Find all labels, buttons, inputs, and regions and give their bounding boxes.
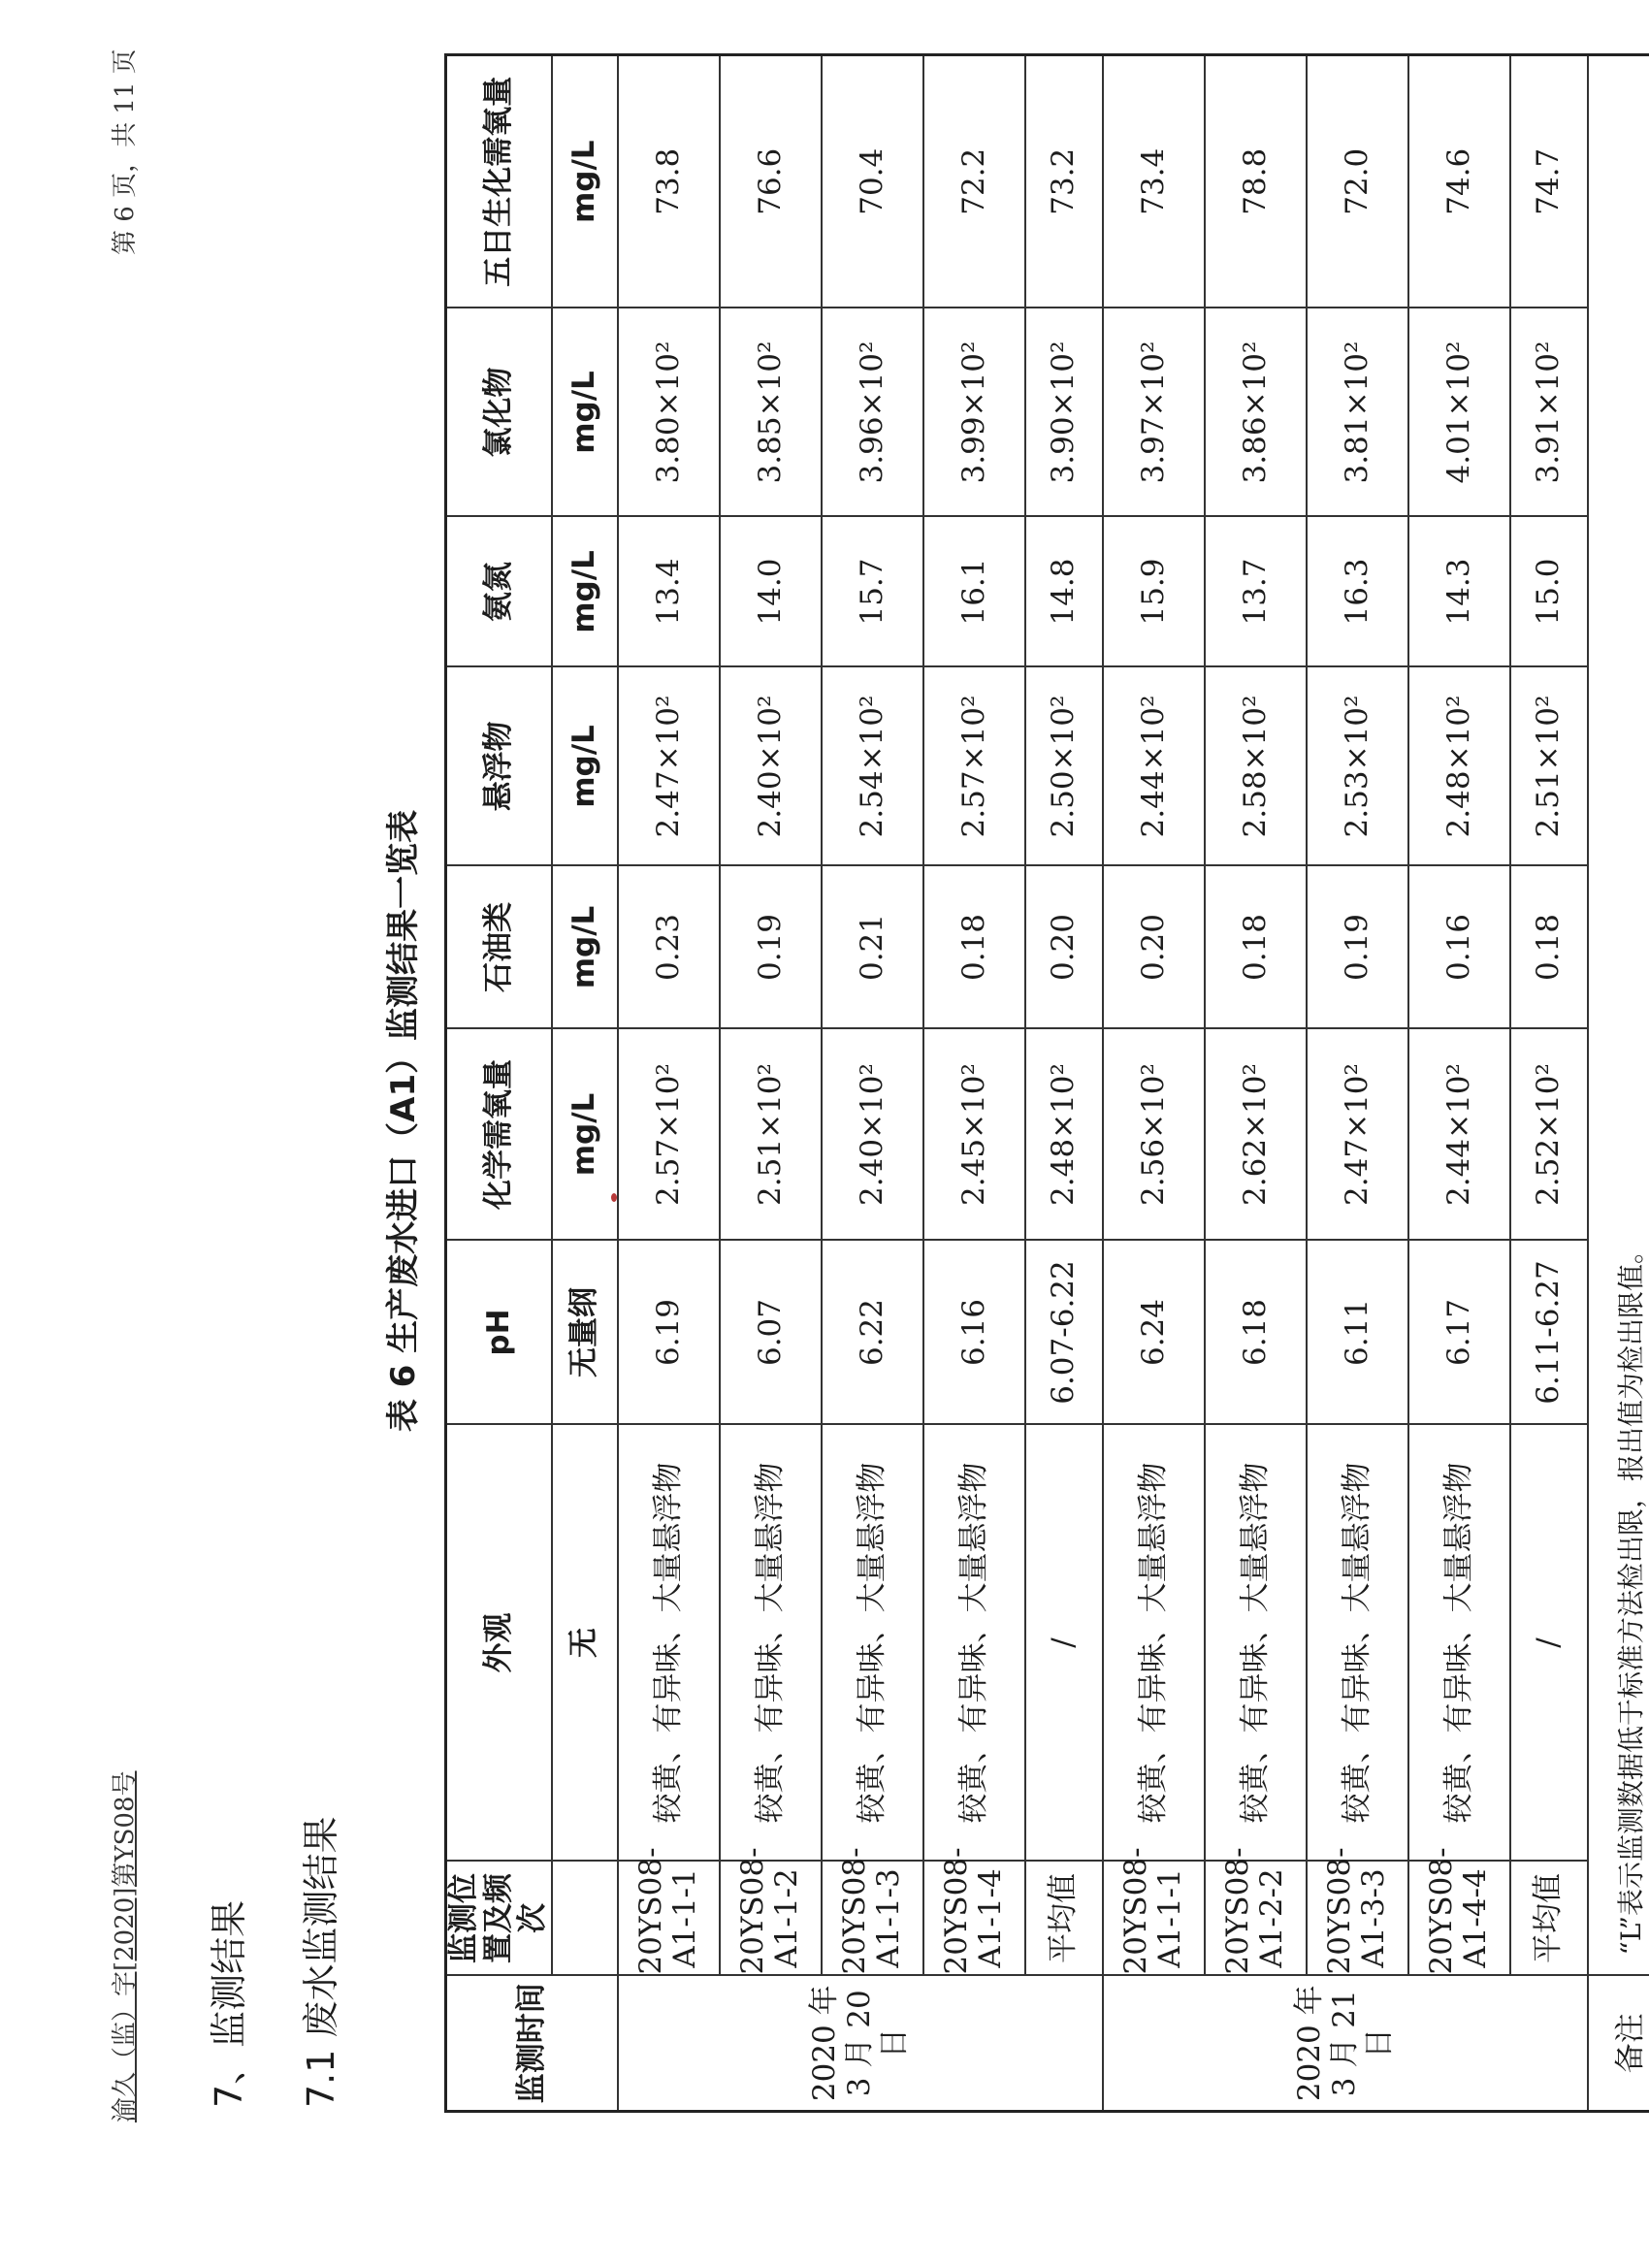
nh3-cell: 15.9 bbox=[1103, 517, 1205, 667]
col-header-bod5: 五日生化需氧量 bbox=[446, 55, 552, 308]
date-cell-day2: 2020 年 3 月 21 日 bbox=[1103, 1976, 1588, 2112]
ss-cell: 2.50×10² bbox=[1025, 667, 1103, 866]
ss-cell: 2.47×10² bbox=[618, 667, 720, 866]
unit-oil: mg/L bbox=[552, 866, 618, 1029]
col-header-ph: pH bbox=[446, 1241, 552, 1425]
section-heading-7-1: 7.1 废水监测结果 bbox=[300, 1816, 342, 2108]
cod-cell: 2.47×10² bbox=[1307, 1029, 1408, 1241]
position-cell: 20YS08-A1-1-1 bbox=[618, 1862, 720, 1976]
appearance-cell: 较黄、有异味、大量悬浮物 bbox=[822, 1425, 923, 1862]
nh3-cell: 16.1 bbox=[923, 517, 1025, 667]
table-row bbox=[720, 55, 822, 2112]
cl-cell: 3.81×10² bbox=[1307, 308, 1408, 517]
oil-cell: 0.16 bbox=[1408, 866, 1510, 1029]
bod5-cell: 74.7 bbox=[1510, 55, 1588, 308]
bod5-cell: 73.2 bbox=[1025, 55, 1103, 308]
table-row bbox=[923, 55, 1025, 2112]
bod5-cell: 73.8 bbox=[618, 55, 720, 308]
position-cell: 20YS08-A1-4-4 bbox=[1408, 1862, 1510, 1976]
col-header-position: 监测位置及频次 bbox=[446, 1862, 552, 1976]
unit-nh3: mg/L bbox=[552, 517, 618, 667]
nh3-cell: 15.7 bbox=[822, 517, 923, 667]
position-cell: 平均值 bbox=[1025, 1862, 1103, 1976]
appearance-cell: / bbox=[1025, 1425, 1103, 1862]
position-cell: 20YS08-A1-3-3 bbox=[1307, 1862, 1408, 1976]
nh3-cell: 14.8 bbox=[1025, 517, 1103, 667]
position-cell: 20YS08-A1-1-4 bbox=[923, 1862, 1025, 1976]
col-header-appearance: 外观 bbox=[446, 1425, 552, 1862]
header-row bbox=[446, 55, 552, 2112]
position-cell: 20YS08-A1-2-2 bbox=[1205, 1862, 1307, 1976]
unit-row bbox=[552, 55, 618, 2112]
cl-cell: 3.85×10² bbox=[720, 308, 822, 517]
cod-cell: 2.40×10² bbox=[822, 1029, 923, 1241]
ph-cell: 6.07 bbox=[720, 1241, 822, 1425]
results-table bbox=[444, 53, 1649, 2113]
cod-cell: 2.48×10² bbox=[1025, 1029, 1103, 1241]
bod5-cell: 76.6 bbox=[720, 55, 822, 308]
col-header-time: 监测时间 bbox=[446, 1976, 618, 2112]
table-row bbox=[1307, 55, 1408, 2112]
date-cell-day1: 2020 年 3 月 20 日 bbox=[618, 1976, 1103, 2112]
cl-cell: 3.80×10² bbox=[618, 308, 720, 517]
oil-cell: 0.18 bbox=[1205, 866, 1307, 1029]
col-header-ss: 悬浮物 bbox=[446, 667, 552, 866]
ph-cell: 6.16 bbox=[923, 1241, 1025, 1425]
unit-appearance: 无 bbox=[552, 1425, 618, 1862]
oil-cell: 0.20 bbox=[1103, 866, 1205, 1029]
cod-cell: 2.45×10² bbox=[923, 1029, 1025, 1241]
table-row bbox=[1205, 55, 1307, 2112]
ph-cell: 6.19 bbox=[618, 1241, 720, 1425]
ph-cell: 6.17 bbox=[1408, 1241, 1510, 1425]
bod5-cell: 74.6 bbox=[1408, 55, 1510, 308]
cl-cell: 3.91×10² bbox=[1510, 308, 1588, 517]
ph-cell: 6.18 bbox=[1205, 1241, 1307, 1425]
appearance-cell: 较黄、有异味、大量悬浮物 bbox=[1307, 1425, 1408, 1862]
appearance-cell: 较黄、有异味、大量悬浮物 bbox=[923, 1425, 1025, 1862]
cl-cell: 3.86×10² bbox=[1205, 308, 1307, 517]
table-row bbox=[1408, 55, 1510, 2112]
ph-cell: 6.11-6.27 bbox=[1510, 1241, 1588, 1425]
table-row bbox=[1103, 55, 1205, 2112]
cl-cell: 4.01×10² bbox=[1408, 308, 1510, 517]
ss-cell: 2.51×10² bbox=[1510, 667, 1588, 866]
cl-cell: 3.90×10² bbox=[1025, 308, 1103, 517]
unit-bod5: mg/L bbox=[552, 55, 618, 308]
unit-ph: 无量纲 bbox=[552, 1241, 618, 1425]
unit-position-blank bbox=[552, 1862, 618, 1976]
ss-cell: 2.48×10² bbox=[1408, 667, 1510, 866]
average-row bbox=[1510, 55, 1588, 2112]
position-cell: 20YS08-A1-1-2 bbox=[720, 1862, 822, 1976]
oil-cell: 0.18 bbox=[923, 866, 1025, 1029]
doc-number: 渝久（监）字[2020]第YS08号 bbox=[111, 1770, 140, 2122]
oil-cell: 0.19 bbox=[1307, 866, 1408, 1029]
ss-cell: 2.58×10² bbox=[1205, 667, 1307, 866]
cl-cell: 3.97×10² bbox=[1103, 308, 1205, 517]
oil-cell: 0.18 bbox=[1510, 866, 1588, 1029]
ss-cell: 2.57×10² bbox=[923, 667, 1025, 866]
nh3-cell: 16.3 bbox=[1307, 517, 1408, 667]
ss-cell: 2.53×10² bbox=[1307, 667, 1408, 866]
appearance-cell: / bbox=[1510, 1425, 1588, 1862]
nh3-cell: 14.0 bbox=[720, 517, 822, 667]
unit-ss: mg/L bbox=[552, 667, 618, 866]
appearance-cell: 较黄、有异味、大量悬浮物 bbox=[1103, 1425, 1205, 1862]
cod-cell: 2.52×10² bbox=[1510, 1029, 1588, 1241]
table-row bbox=[618, 55, 720, 2112]
bod5-cell: 72.0 bbox=[1307, 55, 1408, 308]
bod5-cell: 72.2 bbox=[923, 55, 1025, 308]
nh3-cell: 14.3 bbox=[1408, 517, 1510, 667]
appearance-cell: 较黄、有异味、大量悬浮物 bbox=[1408, 1425, 1510, 1862]
cod-cell: 2.56×10² bbox=[1103, 1029, 1205, 1241]
ph-cell: 6.22 bbox=[822, 1241, 923, 1425]
unit-cl: mg/L bbox=[552, 308, 618, 517]
bod5-cell: 73.4 bbox=[1103, 55, 1205, 308]
ph-cell: 6.24 bbox=[1103, 1241, 1205, 1425]
section-heading-7: 7、监测结果 bbox=[208, 1899, 250, 2108]
cod-cell: 2.44×10² bbox=[1408, 1029, 1510, 1241]
note-text: “L”表示监测数据低于标准方法检出限，报出值为检出限值。 bbox=[1588, 55, 1649, 1976]
ph-cell: 6.11 bbox=[1307, 1241, 1408, 1425]
position-cell: 20YS08-A1-1-3 bbox=[822, 1862, 923, 1976]
note-row bbox=[1588, 55, 1649, 2112]
ph-cell: 6.07-6.22 bbox=[1025, 1241, 1103, 1425]
oil-cell: 0.23 bbox=[618, 866, 720, 1029]
col-header-cod: 化学需氧量 bbox=[446, 1029, 552, 1241]
ss-cell: 2.54×10² bbox=[822, 667, 923, 866]
unit-cod: mg/L bbox=[552, 1029, 618, 1241]
oil-cell: 0.21 bbox=[822, 866, 923, 1029]
cod-cell: 2.57×10² bbox=[618, 1029, 720, 1241]
cod-cell: 2.62×10² bbox=[1205, 1029, 1307, 1241]
note-label: 备注 bbox=[1588, 1976, 1649, 2112]
nh3-cell: 15.0 bbox=[1510, 517, 1588, 667]
bod5-cell: 78.8 bbox=[1205, 55, 1307, 308]
appearance-cell: 较黄、有异味、大量悬浮物 bbox=[720, 1425, 822, 1862]
page-info: 第 6 页，共 11 页 bbox=[111, 49, 140, 255]
position-cell: 20YS08-A1-1-1 bbox=[1103, 1862, 1205, 1976]
position-cell: 平均值 bbox=[1510, 1862, 1588, 1976]
bod5-cell: 70.4 bbox=[822, 55, 923, 308]
nh3-cell: 13.7 bbox=[1205, 517, 1307, 667]
oil-cell: 0.19 bbox=[720, 866, 822, 1029]
col-header-cl: 氯化物 bbox=[446, 308, 552, 517]
ss-cell: 2.44×10² bbox=[1103, 667, 1205, 866]
nh3-cell: 13.4 bbox=[618, 517, 720, 667]
average-row bbox=[1025, 55, 1103, 2112]
cod-cell: 2.51×10² bbox=[720, 1029, 822, 1241]
col-header-oil: 石油类 bbox=[446, 866, 552, 1029]
table-row bbox=[822, 55, 923, 2112]
cl-cell: 3.96×10² bbox=[822, 308, 923, 517]
appearance-cell: 较黄、有异味、大量悬浮物 bbox=[1205, 1425, 1307, 1862]
appearance-cell: 较黄、有异味、大量悬浮物 bbox=[618, 1425, 720, 1862]
oil-cell: 0.20 bbox=[1025, 866, 1103, 1029]
cl-cell: 3.99×10² bbox=[923, 308, 1025, 517]
col-header-nh3: 氨氮 bbox=[446, 517, 552, 667]
table-caption: 表 6 生产废水进口（A1）监测结果一览表 bbox=[384, 809, 423, 1433]
ss-cell: 2.40×10² bbox=[720, 667, 822, 866]
